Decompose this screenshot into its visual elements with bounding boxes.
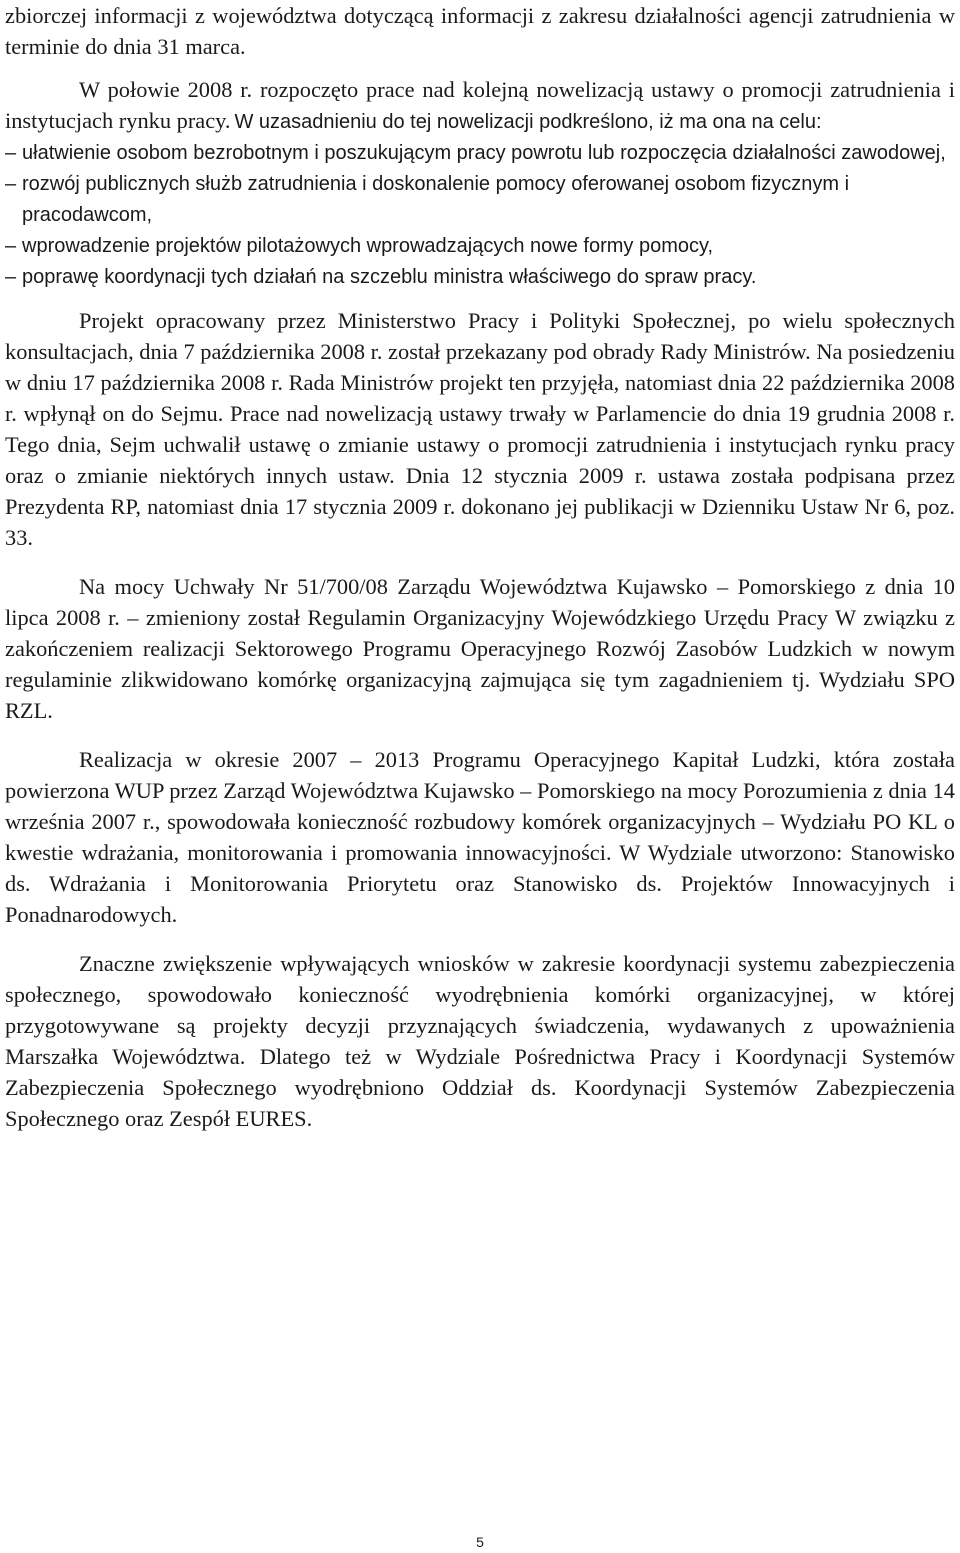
paragraph-amendment-goals: W uzasadnieniu do tej nowelizacji podkreślono, iż ma ona na celu: bbox=[234, 111, 822, 133]
document-page bbox=[5, 0, 955, 1134]
paragraph-amendment bbox=[5, 74, 955, 138]
list-item bbox=[5, 262, 955, 293]
paragraph-amendment-start: W połowie 2008 r. rozpoczęto prace nad kolejną nowelizacją ustawy o promocji zatrudnienia i instytucjach rynku pracy. bbox=[5, 77, 955, 133]
list-item-text: rozwój publicznych służb zatrudnienia i doskonalenie pomocy oferowanej osobom fizycznym i pracodawcom, bbox=[22, 173, 850, 226]
list-item-text: wprowadzenie projektów pilotażowych wprowadzających nowe formy pomocy, bbox=[22, 235, 714, 257]
list-item-text: ułatwienie osobom bezrobotnym i poszukującym pracy powrotu lub rozpoczęcia działalności zawodowej, bbox=[22, 142, 946, 164]
paragraph-agency-info: zbiorczej informacji z województwa dotyczącą informacji z zakresu działalności agencji zatrudnienia w terminie do dnia 31 marca. bbox=[5, 3, 955, 59]
dash-bullet: – bbox=[5, 266, 17, 288]
paragraph-po-kl: Realizacja w okresie 2007 – 2013 Programu Operacyjnego Kapitał Ludzki, która została powierzona WUP przez Zarząd Województwa Kujawsko – Pomorskiego na mocy Porozumienia z dnia 14 września 2007 r., spowodowała konieczność rozbudowy komórek organizacyjnych – Wydziału PO KL o kwestie wdrażania, monitorowania i promowania innowacyjności. W Wydziale utworzono: Stanowisko ds. Wdrażania i Monitorowania Priorytetu oraz Stanowisko ds. Projektów Innowacyjnych i Ponadnarodowych. bbox=[5, 747, 955, 927]
dash-bullet: – bbox=[5, 173, 17, 195]
dash-bullet: – bbox=[5, 142, 17, 164]
list-item bbox=[5, 231, 955, 262]
amendment-goals-list bbox=[5, 138, 955, 293]
page-number: 5 bbox=[476, 1534, 484, 1550]
list-item bbox=[5, 169, 955, 231]
paragraph-social-security: Znaczne zwiększenie wpływających wniosków w zakresie koordynacji systemu zabezpieczenia społecznego, spowodowało konieczność wyodrębnienia komórki organizacyjnej, w której przygotowywane są projekty decyzji przyznających świadczenia, wydawanych z upoważnienia Marszałka Województwa. Dlatego też w Wydziale Pośrednictwa Pracy i Koordynacji Systemów Zabezpieczenia Społecznego wyodrębniono Oddział ds. Koordynacji Systemów Zabezpieczenia Społecznego oraz Zespół EURES. bbox=[5, 951, 955, 1131]
paragraph-resolution: Na mocy Uchwały Nr 51/700/08 Zarządu Województwa Kujawsko – Pomorskiego z dnia 10 lipca 2008 r. – zmieniony został Regulamin Organizacyjny Wojewódzkiego Urzędu Pracy W związku z zakończeniem realizacji Sektorowego Programu Operacyjnego Rozwój Zasobów Ludzkich w nowym regulaminie zlikwidowano komórkę organizacyjną zajmująca się tym zagadnieniem tj. Wydziału SPO RZL. bbox=[5, 574, 955, 723]
list-item-text: poprawę koordynacji tych działań na szczeblu ministra właściwego do spraw pracy. bbox=[22, 266, 757, 288]
dash-bullet: – bbox=[5, 235, 17, 257]
paragraph-project-history: Projekt opracowany przez Ministerstwo Pracy i Polityki Społecznej, po wielu społecznych konsultacjach, dnia 7 października 2008 r. został przekazany pod obrady Rady Ministrów. Na posiedzeniu w dniu 17 października 2008 r. Rada Ministrów projekt ten przyjęła, natomiast dnia 22 października 2008 r. wpłynął on do Sejmu. Prace nad nowelizacją ustawy trwały w Parlamencie do dnia 19 grudnia 2008 r. Tego dnia, Sejm uchwalił ustawę o zmianie ustawy o promocji zatrudnienia i instytucjach rynku pracy oraz o zmianie niektórych innych ustaw. Dnia 12 stycznia 2009 r. ustawa została podpisana przez Prezydenta RP, natomiast dnia 17 stycznia 2009 r. dokonano jej publikacji w Dzienniku Ustaw Nr 6, poz. 33. bbox=[5, 308, 955, 550]
list-item bbox=[5, 138, 955, 169]
